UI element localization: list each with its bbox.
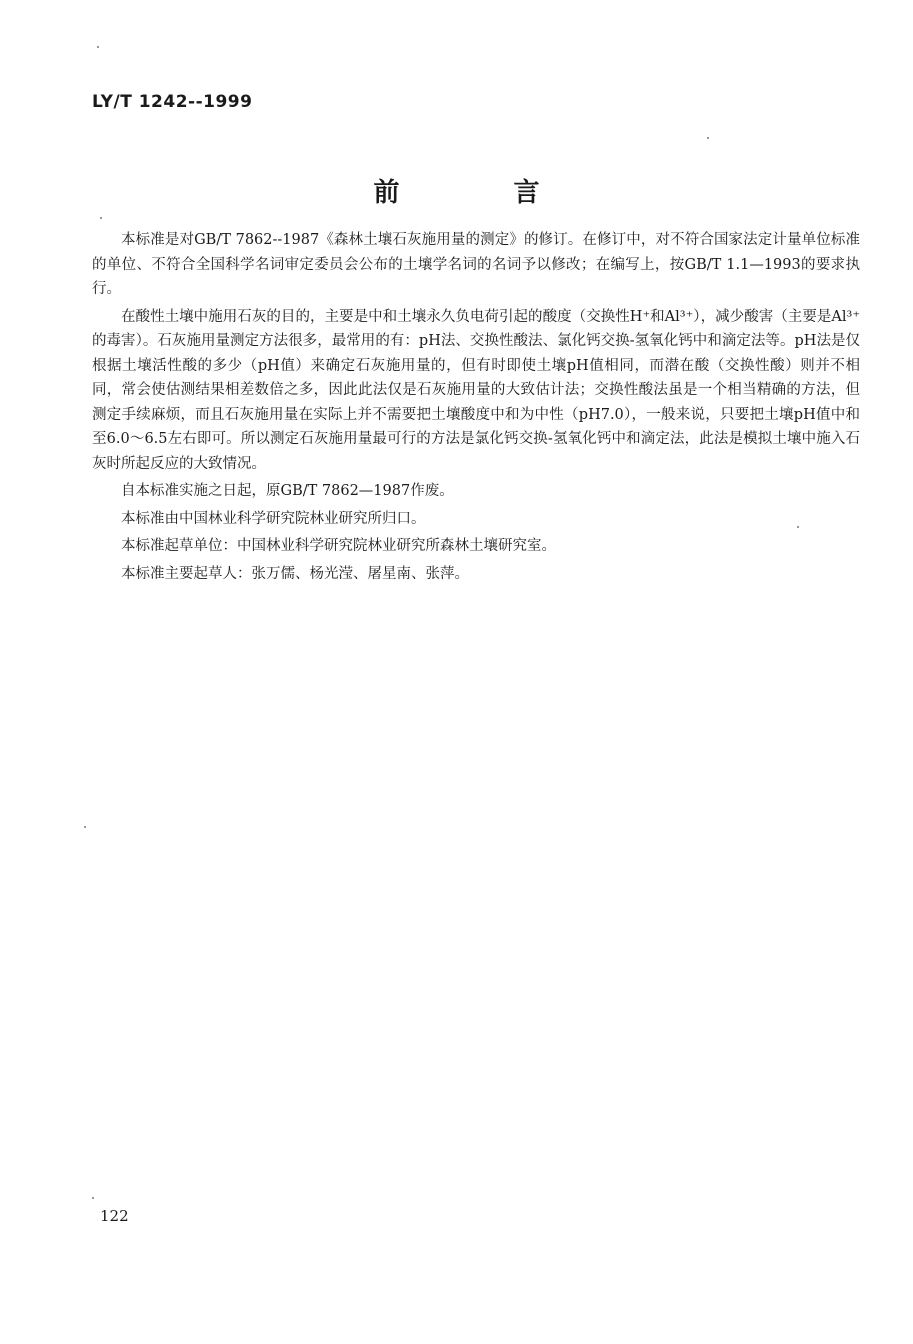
scan-speck — [97, 46, 99, 48]
paragraph-responsible-unit: 本标准由中国林业科学研究院林业研究所归口。 — [121, 510, 426, 527]
foreword-body — [92, 228, 860, 589]
scan-speck — [84, 826, 86, 828]
paragraph-purpose: 在酸性土壤中施用石灰的目的，主要是中和土壤永久负电荷引起的酸度（交换性H⁺和Al³⁺），减少酸害（主要是Al³⁺的毒害）。石灰施用量测定方法很多，最常用的有：pH法、交换性酸法、氯化钙交换-氢氧化钙中和滴定法等。pH法是仅根据土壤活性酸的多少（pH值）来确定石灰施用量的，但有时即使土壤pH值相同，而潜在酸（交换性酸）则并不相同，常会使估测结果相差数倍之多，因此此法仅是石灰施用量的大致估计法；交换性酸法虽是一个相当精确的方法，但测定手续麻烦，而且石灰施用量在实际上并不需要把土壤酸度中和为中性（pH7.0），一般来说，只要把土壤pH值中和至6.0～6.5左右即可。所以测定石灰施用量最可行的方法是氯化钙交换-氢氧化钙中和滴定法，此法是模拟土壤中施入石灰时所起反应的大致情况。 — [92, 308, 860, 472]
standard-code: LY/T 1242--1999 — [92, 92, 253, 112]
paragraph-supersedes: 自本标准实施之日起，原GB/T 7862—1987作废。 — [121, 483, 454, 499]
page-number: 122 — [100, 1207, 129, 1225]
paragraph-drafting-unit: 本标准起草单位：中国林业科学研究院林业研究所森林土壤研究室。 — [121, 538, 556, 554]
paragraph-revision: 本标准是对GB/T 7862--1987《森林土壤石灰施用量的测定》的修订。在修订中，对不符合国家法定计量单位标准的单位、不符合全国科学名词审定委员会公布的土壤学名词的名词予以修改；在编写上，按GB/T 1.1—1993的要求执行。 — [92, 232, 860, 297]
page-title: 前 言 — [373, 178, 584, 208]
scan-speck — [707, 137, 709, 139]
scan-speck — [797, 526, 799, 528]
scan-speck — [92, 1197, 94, 1199]
scan-speck — [100, 217, 102, 219]
paragraph-drafters: 本标准主要起草人：张万儒、杨光滢、屠星南、张萍。 — [121, 565, 469, 582]
